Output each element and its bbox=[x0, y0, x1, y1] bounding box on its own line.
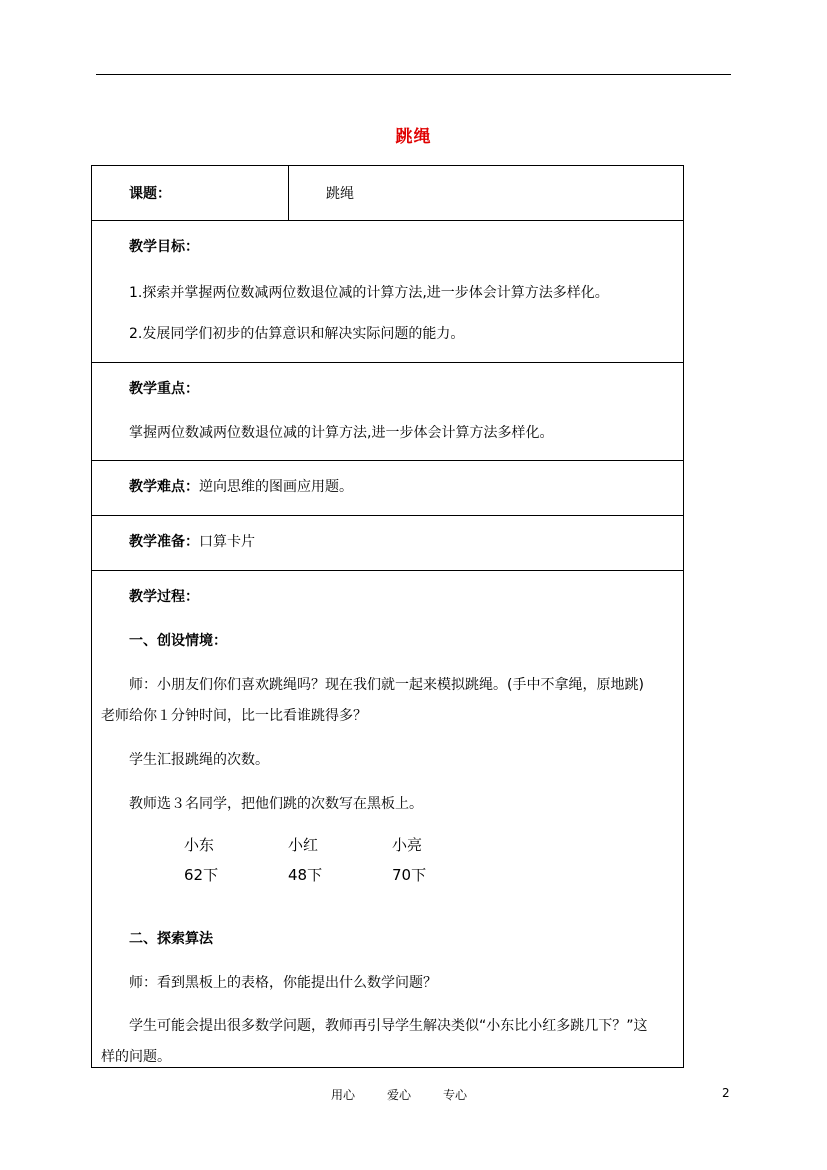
header-rule bbox=[96, 74, 731, 75]
process-heading: 教学过程： bbox=[129, 589, 199, 605]
preparation-heading: 教学准备： bbox=[129, 534, 199, 550]
objectives-heading: 教学目标： bbox=[129, 239, 199, 255]
student-name: 小东 bbox=[184, 836, 215, 854]
objective-item: 2.发展同学们初步的估算意识和解决实际问题的能力。 bbox=[129, 326, 465, 342]
key-points-row bbox=[92, 362, 683, 460]
preparation-line bbox=[129, 533, 255, 551]
preparation-text: 口算卡片 bbox=[199, 534, 255, 550]
footer-motto: 专心 bbox=[443, 1088, 468, 1102]
student-name: 小红 bbox=[288, 836, 319, 854]
paragraph-line: 师：看到黑板上的表格，你能提出什么数学问题？ bbox=[129, 975, 437, 991]
student-count: 48下 bbox=[288, 866, 323, 884]
paragraph-line: 学生可能会提出很多数学问题，教师再引导学生解决类似“小东比小红多跳几下？”这 bbox=[129, 1018, 648, 1034]
key-points-text: 掌握两位数减两位数退位减的计算方法,进一步体会计算方法多样化。 bbox=[129, 425, 554, 441]
section-heading: 一、创设情境： bbox=[129, 633, 227, 649]
paragraph-line: 老师给你１分钟时间，比一比看谁跳得多？ bbox=[101, 708, 367, 724]
objectives-row bbox=[92, 220, 683, 362]
section-heading: 二、探索算法 bbox=[129, 931, 213, 947]
paragraph-line: 样的问题。 bbox=[101, 1049, 171, 1065]
paragraph-line: 师：小朋友们你们喜欢跳绳吗？现在我们就一起来模拟跳绳。(手中不拿绳，原地跳) bbox=[129, 677, 644, 693]
difficulty-row bbox=[92, 460, 683, 515]
paragraph-line: 学生汇报跳绳的次数。 bbox=[129, 752, 269, 768]
difficulty-heading: 教学难点： bbox=[129, 479, 199, 495]
student-name: 小亮 bbox=[392, 836, 423, 854]
difficulty-text: 逆向思维的图画应用题。 bbox=[199, 479, 353, 495]
subject-value: 跳绳 bbox=[326, 186, 354, 202]
preparation-row bbox=[92, 515, 683, 570]
document-title: 跳绳 bbox=[395, 127, 432, 147]
key-points-heading: 教学重点： bbox=[129, 381, 199, 397]
subject-row bbox=[92, 166, 683, 220]
cell-divider bbox=[288, 166, 289, 220]
footer-motto: 用心 bbox=[331, 1088, 356, 1102]
difficulty-line bbox=[129, 478, 353, 496]
student-count: 70下 bbox=[392, 866, 427, 884]
paragraph-line: 教师选３名同学，把他们跳的次数写在黑板上。 bbox=[129, 796, 423, 812]
student-count: 62下 bbox=[184, 866, 219, 884]
footer-motto: 爱心 bbox=[387, 1088, 412, 1102]
objective-item: 1.探索并掌握两位数减两位数退位减的计算方法,进一步体会计算方法多样化。 bbox=[129, 285, 609, 301]
page-number: 2 bbox=[722, 1086, 730, 1100]
subject-label: 课题： bbox=[129, 186, 171, 202]
process-row bbox=[92, 570, 683, 1067]
lesson-plan-table bbox=[91, 165, 684, 1068]
